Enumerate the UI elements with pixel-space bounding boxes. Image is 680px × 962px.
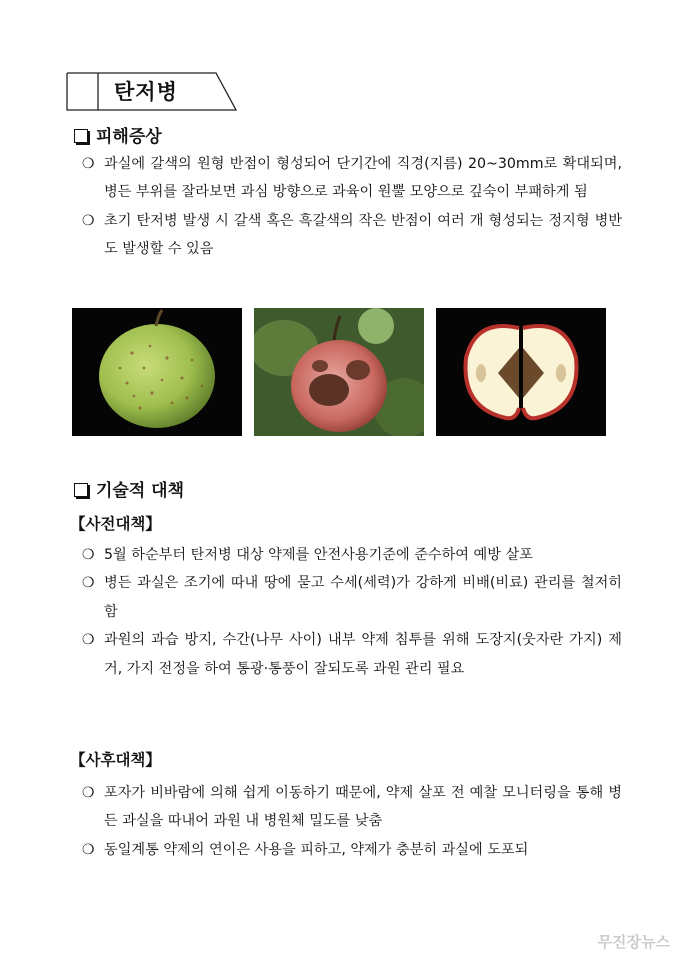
list-item-text: 포자가 비바람에 의해 쉽게 이동하기 때문에, 약제 살포 전 예찰 모니터링을 통해 병든 과실을 따내어 과원 내 병원체 밀도를 낮춤 <box>104 785 622 830</box>
pre-measures-list <box>82 541 622 683</box>
section-heading-measures <box>74 476 184 501</box>
circle-bullet-icon: ❍ <box>82 156 95 172</box>
apple-photo-1 <box>72 308 242 436</box>
list-item-text: 초기 탄저병 발생 시 갈색 혹은 흑갈색의 작은 반점이 여러 개 형성되는 정지형 병반도 발생할 수 있음 <box>104 212 622 258</box>
section-heading-measures-text: 기술적 대책 <box>96 481 185 501</box>
title-box <box>66 72 234 110</box>
list-item-text: 동일계통 약제의 연이은 사용을 피하고, 약제가 충분히 과실에 도포되 <box>104 841 529 858</box>
list-item <box>82 569 622 626</box>
apple-photo-3 <box>436 308 606 436</box>
watermark: 무진장뉴스 <box>597 933 670 951</box>
circle-bullet-icon: ❍ <box>82 547 95 563</box>
square-bullet-icon <box>74 129 88 143</box>
circle-bullet-icon: ❍ <box>82 575 95 592</box>
photo-strip <box>72 308 606 438</box>
pre-measures-label: 【사전대책】 <box>70 515 161 533</box>
list-item <box>82 207 622 264</box>
section-heading-damage <box>74 122 162 147</box>
apple-photo-2 <box>254 308 424 436</box>
section-heading-damage-text: 피해증상 <box>96 127 162 147</box>
circle-bullet-icon: ❍ <box>82 212 95 229</box>
list-item <box>82 836 622 864</box>
circle-bullet-icon: ❍ <box>82 785 95 801</box>
list-item <box>82 779 622 836</box>
list-item-text: 5월 하순부터 탄저병 대상 약제를 안전사용기준에 준수하여 예방 살포 <box>104 547 533 563</box>
page-title: 탄저병 <box>114 80 178 104</box>
damage-list <box>82 150 622 264</box>
circle-bullet-icon: ❍ <box>82 841 95 858</box>
list-item-text: 과원의 과습 방지, 수간(나무 사이) 내부 약제 침투를 위해 도장지(웃자란 가지) 제거, 가지 전정을 하여 통광·통풍이 잘되도록 과원 관리 필요 <box>104 632 622 677</box>
list-item <box>82 150 622 207</box>
square-bullet-icon <box>74 483 88 497</box>
circle-bullet-icon: ❍ <box>82 632 95 649</box>
list-item <box>82 541 622 569</box>
list-item-text: 과실에 갈색의 원형 반점이 형성되어 단기간에 직경(지름) 20~30mm로 확대되며, 병든 부위를 잘라보면 과심 방향으로 과육이 원뿔 모양으로 깊숙이 부패하게 됨 <box>104 156 622 201</box>
list-item <box>82 626 622 683</box>
post-measures-label: 【사후대책】 <box>70 751 161 769</box>
post-measures-list <box>82 779 622 864</box>
list-item-text: 병든 과실은 조기에 따내 땅에 묻고 수세(세력)가 강하게 비배(비료) 관리를 철저히 함 <box>104 575 622 620</box>
